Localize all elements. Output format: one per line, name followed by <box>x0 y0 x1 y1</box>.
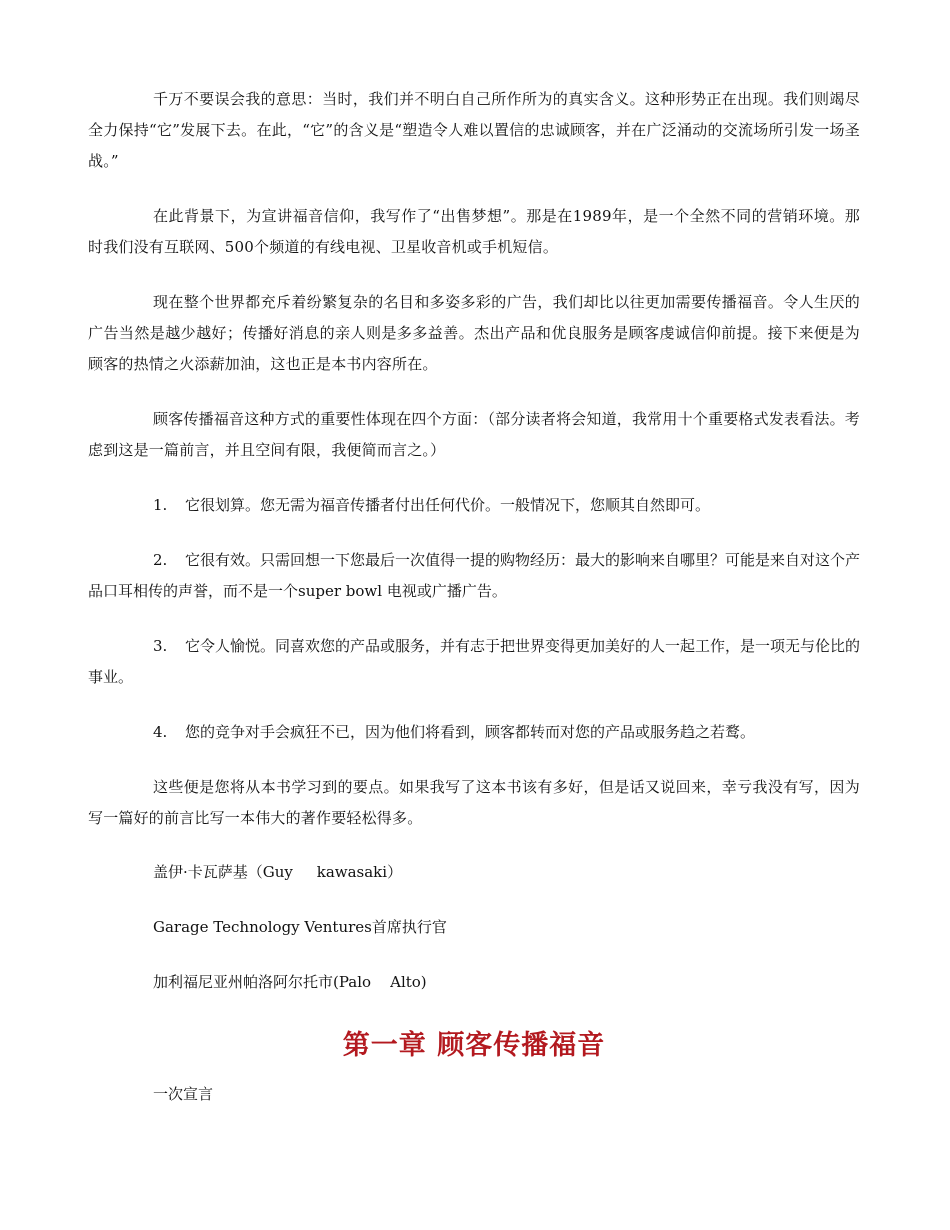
list-text: 您的竞争对手会疯狂不已，因为他们将看到，顾客都转而对您的产品或服务趋之若鹜。 <box>185 723 756 741</box>
list-item <box>88 717 860 748</box>
list-number: 3. <box>153 637 168 655</box>
list-item <box>88 490 860 521</box>
signature-title: Garage Technology Ventures首席执行官 <box>153 918 447 936</box>
chapter-title: 第一章 顾客传播福音 <box>342 1030 606 1061</box>
signature-location: 加利福尼亚州帕洛阿尔托市(Palo Alto) <box>153 973 427 991</box>
paragraph-four-aspects: 顾客传播福音这种方式的重要性体现在四个方面：（部分读者将会知道，我常用十个重要格式发表看法。考虑到这是一篇前言，并且空间有限，我便简而言之。） <box>88 410 860 459</box>
list-number: 1. <box>153 496 168 514</box>
paragraph-background: 在此背景下，为宣讲福音信仰，我写作了“出售梦想”。那是在1989年，是一个全然不同的营销环境。那时我们没有互联网、500个频道的有线电视、卫星收音机或手机短信。 <box>88 207 860 256</box>
paragraph-intro: 千万不要误会我的意思：当时，我们并不明白自己所作所为的真实含义。这种形势正在出现。我们则竭尽全力保持“它”发展下去。在此，“它”的含义是“塑造令人难以置信的忠诚顾客，并在广泛涌动的交流场所引发一场圣战。” <box>88 90 860 170</box>
list-text: 它令人愉悦。同喜欢您的产品或服务，并有志于把世界变得更加美好的人一起工作，是一项无与伦比的事业。 <box>88 637 861 686</box>
list-item <box>88 545 860 607</box>
document-page <box>88 84 860 1109</box>
list-item <box>88 631 860 693</box>
section-subheading: 一次宣言 <box>153 1085 214 1103</box>
paragraph-closing: 这些便是您将从本书学习到的要点。如果我写了这本书该有多好，但是话又说回来，幸亏我没有写，因为写一篇好的前言比写一本伟大的著作要轻松得多。 <box>88 778 860 827</box>
list-number: 2. <box>153 551 168 569</box>
list-text: 它很有效。只需回想一下您最后一次值得一提的购物经历：最大的影响来自哪里？可能是来自对这个产品口耳相传的声誉，而不是一个super bowl 电视或广播广告。 <box>88 551 861 600</box>
paragraph-present: 现在整个世界都充斥着纷繁复杂的名目和多姿多彩的广告，我们却比以往更加需要传播福音。令人生厌的广告当然是越少越好；传播好消息的亲人则是多多益善。杰出产品和优良服务是顾客虔诚信仰前提。接下来便是为顾客的热情之火添薪加油，这也正是本书内容所在。 <box>88 293 860 373</box>
list-text: 它很划算。您无需为福音传播者付出任何代价。一般情况下，您顺其自然即可。 <box>185 496 711 514</box>
list-number: 4. <box>153 723 168 741</box>
signature-name: 盖伊·卡瓦萨基（Guy kawasaki） <box>153 863 403 881</box>
